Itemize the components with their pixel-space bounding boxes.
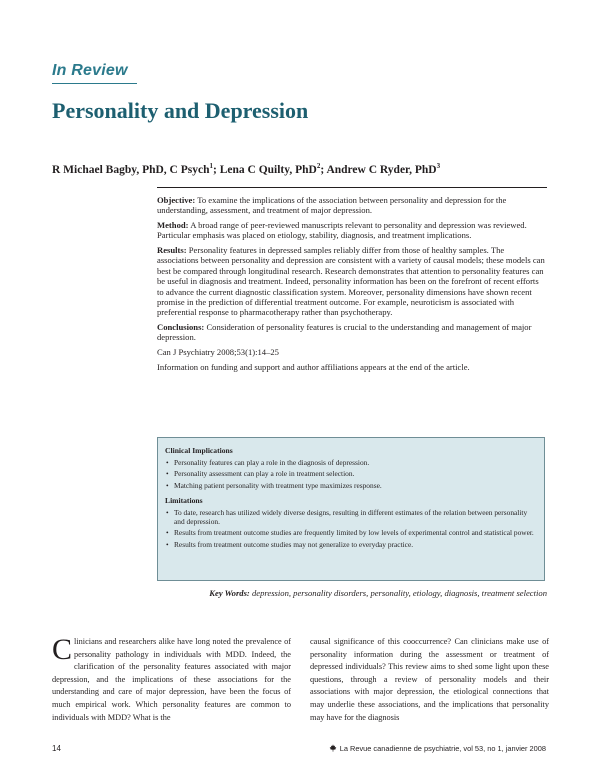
keywords-text: depression, personality disorders, personality, etiology, diagnosis, treatment selection bbox=[251, 588, 547, 598]
body-column-right bbox=[310, 636, 549, 724]
list-item: • Results from treatment outcome studies may not generalize to everyday practice. bbox=[166, 539, 414, 549]
journal-footer bbox=[300, 744, 546, 753]
conclusions-label: Conclusions: bbox=[157, 322, 205, 333]
article-title: Personality and Depression bbox=[52, 98, 309, 123]
limitations-list bbox=[165, 508, 537, 549]
keywords-label: Key Words: bbox=[209, 588, 250, 598]
clinical-implications-box bbox=[157, 437, 545, 581]
body-text-left: linicians and researchers alike have long noted the prevalence of personality pathology in individuals with MDD. Indeed, the clarification of the personality features associated with major depression, and the implications of these associations for the understanding and care of major depression, have been the focus of much empirical work. Which personality features are common to individuals with MDD? What is the bbox=[52, 637, 291, 722]
abstract bbox=[157, 195, 547, 376]
abstract-method bbox=[157, 220, 547, 241]
author-line bbox=[52, 162, 440, 176]
list-item: • To date, research has utilized widely diverse designs, resulting in different estimates of the relation between personality and depression. bbox=[166, 507, 528, 526]
conclusions-text: Consideration of personality features is crucial to the understanding and management of major depression. bbox=[157, 322, 532, 343]
section-label: In Review bbox=[52, 62, 128, 79]
list-item: • Matching patient personality with treatment type maximizes response. bbox=[166, 480, 382, 490]
abstract-conclusions bbox=[157, 322, 547, 343]
author-name: R Michael Bagby, PhD, C Psych bbox=[52, 163, 210, 176]
objective-label: Objective: bbox=[157, 195, 196, 205]
bullet-icon: • bbox=[166, 507, 169, 517]
funding-note: Information on funding and support and author affiliations appears at the end of the article. bbox=[157, 361, 470, 372]
author-affiliation: 2 bbox=[316, 162, 321, 170]
author-affiliation: 1 bbox=[209, 162, 213, 170]
page-number: 14 bbox=[52, 744, 61, 753]
abstract-results bbox=[157, 245, 547, 318]
drop-cap: C bbox=[52, 633, 73, 666]
body-column-left bbox=[52, 633, 291, 724]
section-rule bbox=[52, 83, 137, 84]
objective-text: To examine the implications of the association between personality and depression for the understanding, assessment, and treatment of major depression. bbox=[157, 195, 507, 216]
author-separator: ; bbox=[320, 163, 327, 176]
clinical-implications-heading: Clinical Implications bbox=[165, 446, 233, 455]
abstract-rule bbox=[157, 187, 547, 188]
journal-name: La Revue canadienne de psychiatrie, vol 53, no 1, janvier 2008 bbox=[339, 744, 546, 753]
citation: Can J Psychiatry 2008;53(1):14–25 bbox=[157, 347, 279, 358]
author-separator: ; bbox=[213, 163, 220, 176]
bullet-icon: • bbox=[166, 528, 169, 538]
list-item: • Personality features can play a role in the diagnosis of depression. bbox=[166, 458, 370, 467]
author-affiliation: 3 bbox=[436, 162, 441, 170]
results-label: Results: bbox=[157, 245, 187, 255]
results-text: Personality features in depressed samples reliably differ from those of healthy samples. The associations between personality and depression are consistent with a variety of causal models; these models can best be compared through longitudinal research. Research demonstrates that attention to personality features can be useful in diagnosis and treatment. Indeed, personality information has been on the forefront of recent efforts to advance the current diagnostic classification system. Moreover, personality dimensions have shown recent promise in the prediction of differential treatment outcome. For example, neuroticism is associated with preferential response to pharmacotherapy rather than psychotherapy. bbox=[157, 245, 545, 318]
limitations-heading: Limitations bbox=[165, 495, 203, 505]
body-text-right: causal significance of this cooccurrence? Can clinicians make use of personality information during the assessment or treatment of depressed individuals? This review aims to shed some light upon these questions, through a review of personality models and their associations with major depression, the etiological connections that may underlie these associations, and the implications that personality may have for the diagnosis bbox=[310, 637, 549, 722]
keywords bbox=[157, 588, 547, 598]
author-name: Lena C Quilty, PhD bbox=[219, 163, 317, 176]
bullet-icon: • bbox=[166, 480, 169, 490]
list-item: • Personality assessment can play a role in treatment selection. bbox=[166, 469, 355, 479]
list-item: • Results from treatment outcome studies are frequently limited by low levels of experimental control and statistical power. bbox=[166, 528, 534, 538]
bullet-icon: • bbox=[166, 539, 169, 549]
abstract-objective bbox=[157, 195, 547, 216]
clinical-implications-list bbox=[165, 458, 537, 490]
bullet-icon: • bbox=[166, 469, 169, 479]
author-name: Andrew C Ryder, PhD bbox=[326, 163, 437, 176]
maple-leaf-icon bbox=[329, 744, 337, 752]
method-text: A broad range of peer-reviewed manuscripts relevant to personality and depression was reviewed. Particular emphasis was placed on etiology, stability, diagnosis, and treatment implications. bbox=[157, 220, 527, 241]
method-label: Method: bbox=[157, 220, 189, 230]
bullet-icon: • bbox=[166, 458, 169, 467]
